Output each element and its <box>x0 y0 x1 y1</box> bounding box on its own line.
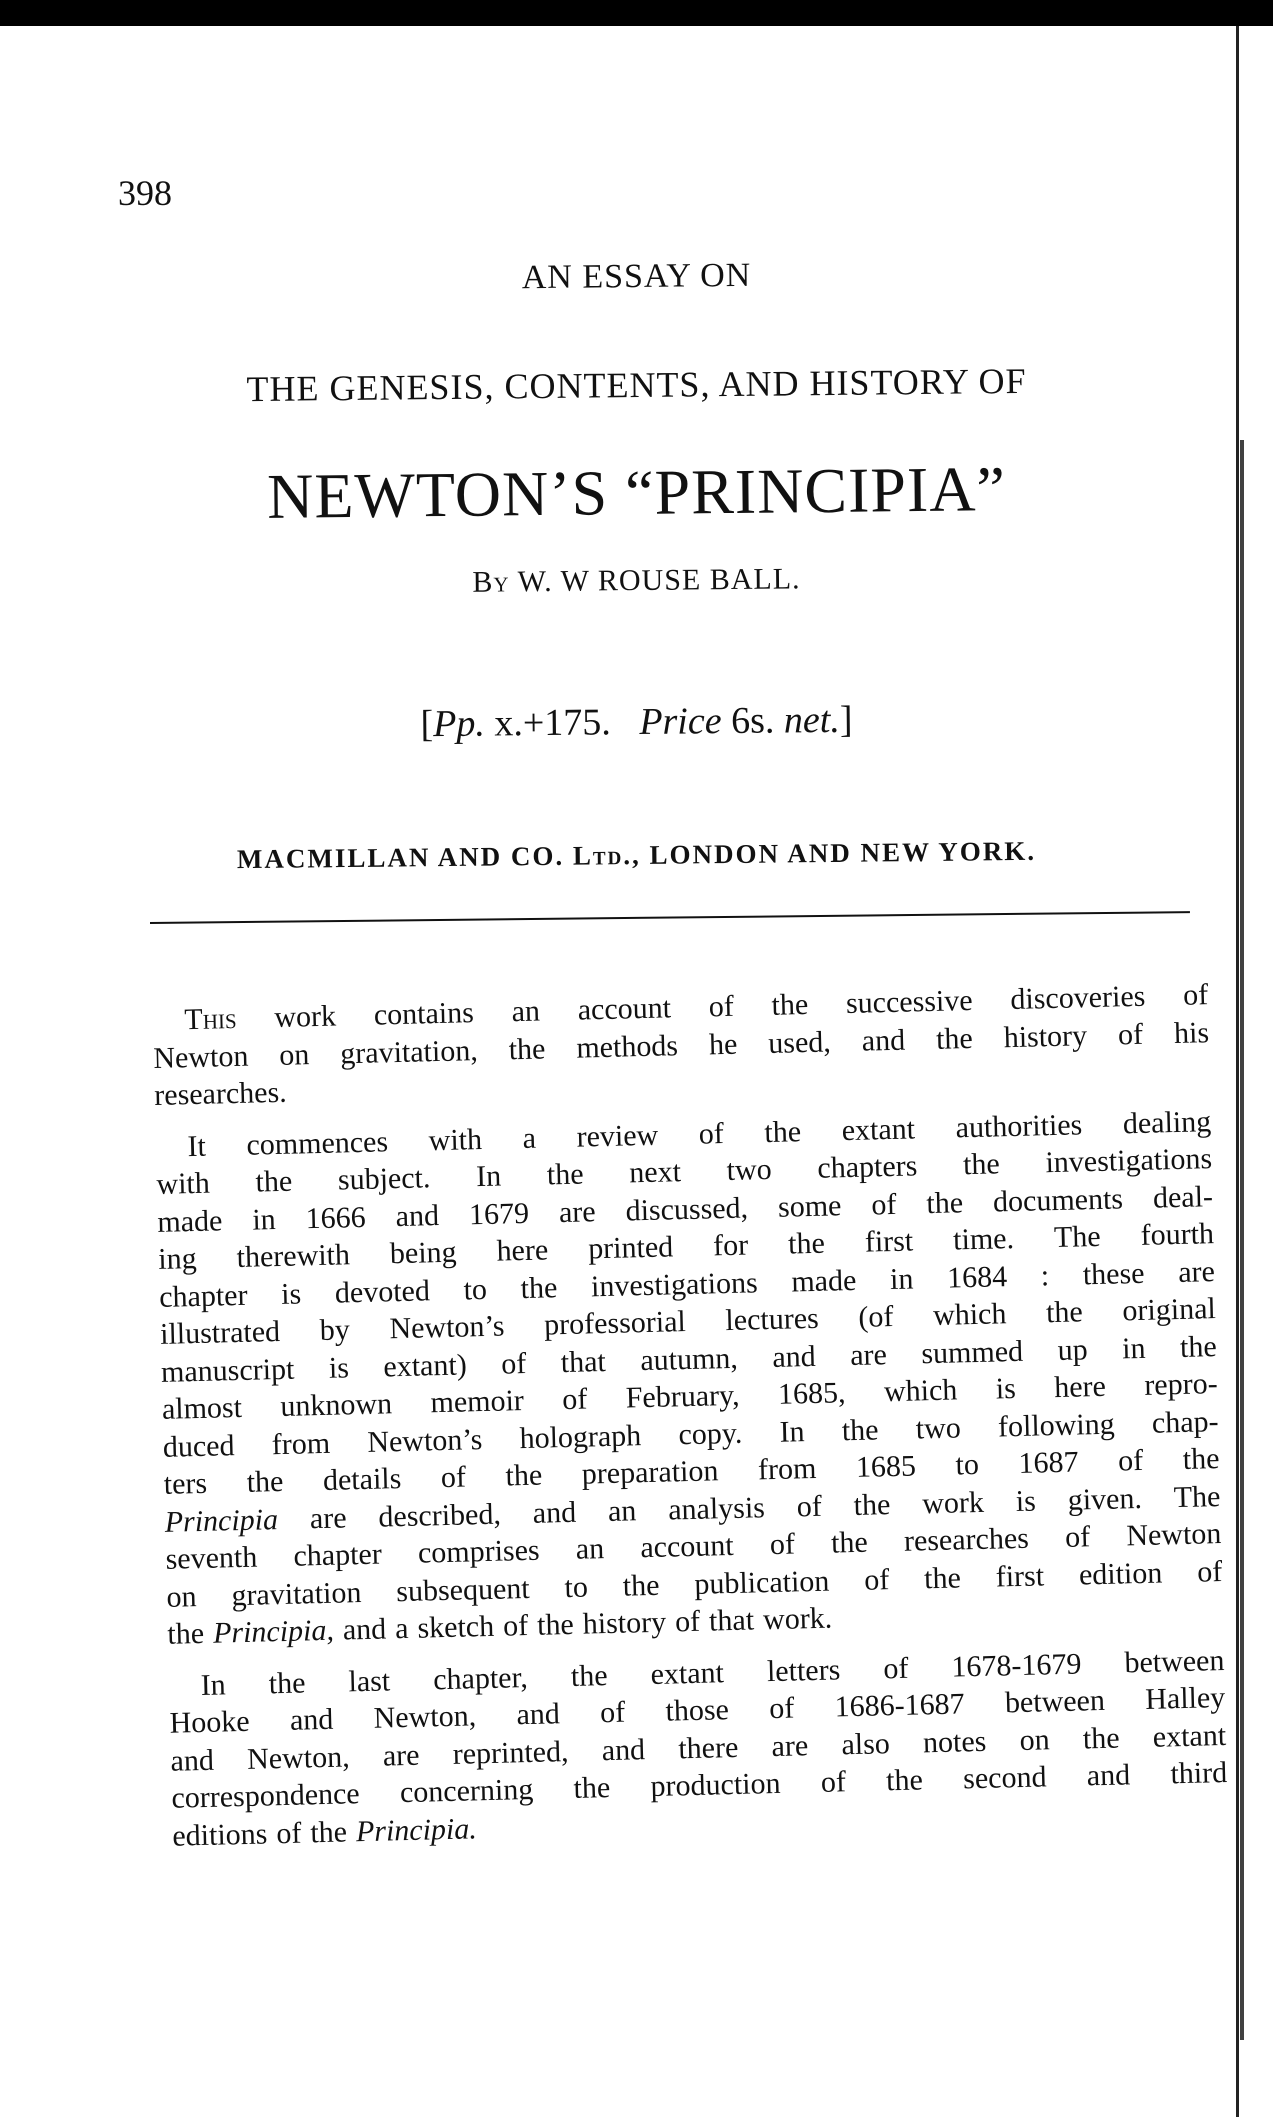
word: in <box>1121 1331 1146 1365</box>
word: preparation <box>581 1454 719 1491</box>
word: of <box>1182 978 1209 1012</box>
word: and <box>342 1612 387 1647</box>
word: are <box>771 1728 809 1763</box>
word: 1666 <box>305 1200 367 1235</box>
word: in <box>251 1202 277 1237</box>
word: production <box>650 1766 781 1804</box>
scan-top-border <box>0 0 1273 26</box>
word: in <box>889 1261 914 1296</box>
word: of <box>440 1460 467 1495</box>
word: the <box>508 1031 546 1066</box>
word: the <box>1179 1329 1218 1364</box>
word: repro- <box>1143 1367 1219 1402</box>
word: from <box>757 1451 817 1487</box>
word: February, <box>625 1378 740 1415</box>
word: an <box>575 1532 605 1566</box>
word: the <box>787 1226 826 1261</box>
word: The <box>1173 1479 1221 1514</box>
word: of <box>1117 1017 1144 1051</box>
word: 1686-1687 <box>834 1687 965 1724</box>
word: unknown <box>280 1387 393 1423</box>
word: ters <box>163 1466 208 1501</box>
word: and <box>601 1732 646 1767</box>
word: sketch <box>417 1609 495 1645</box>
publisher-ltd: Ltd. <box>572 840 633 871</box>
word: first <box>995 1558 1045 1594</box>
paragraph <box>152 976 1210 1114</box>
word: The <box>1053 1219 1102 1255</box>
word: of <box>1117 1443 1144 1478</box>
word: contains <box>373 996 475 1032</box>
word: the <box>923 1560 962 1595</box>
emphasis-word: Principia, <box>212 1613 335 1650</box>
price-net: net. <box>783 698 841 742</box>
word: the <box>622 1568 660 1603</box>
word: gravitation, <box>339 1033 479 1070</box>
word: comprises <box>417 1533 540 1570</box>
body-text <box>152 976 1229 1869</box>
word: the <box>255 1164 293 1199</box>
pp-label: Pp. <box>432 702 486 746</box>
word: work. <box>762 1601 833 1637</box>
word: extant <box>1152 1718 1227 1754</box>
word: Newton’s <box>389 1309 505 1346</box>
word: deal- <box>1152 1179 1214 1215</box>
word: which <box>883 1373 958 1409</box>
word: of <box>820 1765 847 1799</box>
word: and <box>1086 1758 1131 1793</box>
word: that <box>708 1603 755 1638</box>
word: investigations <box>590 1265 759 1303</box>
word: and <box>532 1495 577 1530</box>
word: history <box>582 1605 667 1641</box>
word: made <box>156 1203 223 1239</box>
word: between <box>1004 1683 1106 1720</box>
word: to <box>463 1272 488 1306</box>
word: from <box>271 1426 331 1461</box>
word: 1684 <box>946 1259 1008 1295</box>
word: In <box>200 1667 227 1702</box>
word: Newton <box>1125 1517 1222 1553</box>
word: almost <box>161 1390 243 1426</box>
word: are <box>849 1337 888 1372</box>
word: account <box>639 1528 735 1565</box>
author-prefix: By <box>472 565 510 599</box>
word: the <box>925 1185 964 1220</box>
word: Newton <box>152 1039 249 1075</box>
word: publication <box>693 1564 830 1601</box>
word: It <box>187 1129 207 1163</box>
publisher-line <box>0 833 1273 877</box>
word: on <box>166 1579 197 1614</box>
word: an <box>607 1493 637 1528</box>
word: with <box>156 1166 211 1201</box>
word: edition <box>1078 1555 1163 1592</box>
word: concerning <box>399 1772 534 1810</box>
word: : <box>1040 1258 1050 1292</box>
word: analysis <box>667 1490 766 1527</box>
word: the <box>771 987 809 1022</box>
word: the <box>962 1147 1001 1182</box>
publisher-name: MACMILLAN AND CO. <box>236 840 565 875</box>
word: dealing <box>1122 1104 1212 1140</box>
word: the <box>885 1763 924 1798</box>
word: subsequent <box>395 1571 531 1608</box>
title-main: NEWTON’S “PRINCIPIA” <box>266 453 1007 532</box>
word: the <box>309 1814 348 1849</box>
word: chapter <box>293 1537 383 1573</box>
word: the <box>520 1270 558 1305</box>
word: ing <box>157 1241 198 1276</box>
word: of <box>698 1116 725 1151</box>
word: autumn, <box>639 1341 739 1377</box>
word: of <box>769 1527 796 1562</box>
word: two <box>915 1410 962 1445</box>
word: details <box>322 1462 402 1497</box>
word: successive <box>845 983 974 1021</box>
book-details <box>0 693 1273 750</box>
word: two <box>726 1152 773 1188</box>
word: extant) <box>383 1347 468 1383</box>
word: and <box>771 1339 817 1374</box>
word: of <box>500 1346 527 1381</box>
word: notes <box>922 1724 987 1759</box>
word: researches <box>903 1521 1030 1558</box>
word: that <box>560 1344 607 1379</box>
word: described, <box>378 1497 502 1534</box>
bracket-close: ] <box>839 698 853 741</box>
word: In <box>779 1414 805 1449</box>
word: 1687 <box>1018 1445 1079 1480</box>
word: an <box>511 994 541 1029</box>
word: chap- <box>1151 1404 1219 1440</box>
word: discoveries <box>1009 979 1146 1017</box>
word: the <box>268 1665 306 1700</box>
emphasis-word: Principia <box>164 1502 279 1539</box>
word: lectures <box>725 1301 820 1338</box>
word: therewith <box>236 1238 351 1275</box>
word: chapters <box>817 1149 918 1185</box>
title-line-1: AN ESSAY ON <box>521 256 752 297</box>
word: gravitation <box>231 1575 362 1612</box>
word: and <box>395 1198 440 1233</box>
word: original <box>1122 1292 1217 1328</box>
word: the <box>764 1114 802 1149</box>
word: up <box>1057 1332 1088 1367</box>
word: of <box>502 1609 529 1643</box>
word: manuscript <box>160 1352 295 1389</box>
word: discussed, <box>625 1191 749 1227</box>
paragraph <box>155 1103 1224 1654</box>
word: work <box>921 1485 985 1520</box>
word: second <box>962 1760 1047 1796</box>
word: of <box>674 1604 701 1639</box>
word: reprinted, <box>452 1734 569 1771</box>
word: the <box>935 1021 974 1056</box>
word: 1685 <box>855 1449 917 1484</box>
word: the <box>570 1658 608 1693</box>
word: methods <box>575 1028 679 1065</box>
word: to <box>955 1447 980 1482</box>
word: time. <box>952 1222 1015 1257</box>
word: made <box>790 1263 857 1298</box>
word: are <box>382 1738 420 1773</box>
word: correspondence <box>171 1777 361 1815</box>
word: duced <box>162 1428 235 1464</box>
word: is <box>1015 1484 1037 1518</box>
word: these <box>1082 1256 1145 1291</box>
word: printed <box>587 1230 674 1266</box>
word: with <box>428 1122 483 1157</box>
word: and <box>861 1023 906 1058</box>
word: next <box>628 1155 682 1190</box>
emphasis-word: Principia. <box>355 1811 478 1848</box>
word: those <box>665 1693 730 1728</box>
word: the <box>246 1464 284 1499</box>
word: by <box>319 1313 351 1347</box>
word: of <box>561 1382 588 1417</box>
word: he <box>708 1027 738 1061</box>
word: to <box>564 1570 589 1604</box>
scan-right-shadow <box>1240 440 1244 2040</box>
word: memoir <box>430 1384 525 1420</box>
word: here <box>1053 1369 1107 1405</box>
author-name: W. W ROUSE BALL. <box>517 562 801 599</box>
word: the <box>830 1525 869 1560</box>
word: a <box>522 1121 537 1155</box>
word: which <box>932 1297 1007 1333</box>
word: following <box>997 1407 1116 1443</box>
word: a <box>394 1611 409 1646</box>
divider-rule <box>150 911 1190 924</box>
word: and <box>289 1702 334 1737</box>
word: extant <box>650 1655 725 1691</box>
bracket-open: [ <box>420 703 434 746</box>
word: In <box>475 1159 502 1194</box>
word: the <box>841 1412 879 1447</box>
word: there <box>677 1730 739 1765</box>
word: Halley <box>1144 1680 1226 1716</box>
word: on <box>1019 1722 1051 1757</box>
price-label: Price <box>639 700 722 743</box>
word: also <box>841 1726 891 1761</box>
word: the <box>505 1458 543 1493</box>
word: are <box>1177 1254 1216 1289</box>
word: of <box>882 1651 909 1685</box>
word: being <box>389 1235 457 1271</box>
word: Newton, <box>373 1699 477 1735</box>
word: and <box>170 1743 215 1778</box>
page-number: 398 <box>118 173 172 213</box>
word: some <box>777 1188 842 1224</box>
word: summed <box>920 1334 1024 1370</box>
emphasis-word: This <box>184 1001 238 1037</box>
word: are <box>309 1500 347 1535</box>
word: investigations <box>1045 1142 1213 1180</box>
word: between <box>1124 1643 1225 1679</box>
word: researches. <box>153 1075 288 1112</box>
word: commences <box>246 1124 389 1162</box>
word: is <box>995 1372 1017 1406</box>
word: holograph <box>519 1418 642 1455</box>
word: devoted <box>334 1273 431 1310</box>
word: (of <box>857 1299 894 1334</box>
word: of <box>863 1562 890 1597</box>
word: the <box>167 1616 205 1651</box>
word: seventh <box>165 1540 258 1576</box>
publisher-location: , LONDON AND NEW YORK. <box>631 835 1037 871</box>
word: the <box>853 1487 891 1522</box>
word: and <box>516 1697 561 1732</box>
word: account <box>577 991 672 1027</box>
word: first <box>864 1224 914 1259</box>
word: the <box>1082 1721 1120 1755</box>
word: of <box>768 1691 795 1726</box>
word: Newton, <box>246 1739 350 1776</box>
word: the <box>546 1157 584 1192</box>
word: of <box>708 989 735 1024</box>
word: Newton’s <box>366 1422 483 1459</box>
word: of <box>1064 1520 1091 1554</box>
word: is <box>328 1350 350 1385</box>
word: the <box>573 1771 611 1805</box>
word: chapter <box>158 1278 248 1314</box>
word: letters <box>766 1652 841 1688</box>
word: on <box>278 1037 310 1072</box>
word: last <box>348 1663 391 1698</box>
word: for <box>712 1228 749 1263</box>
scan-right-edge <box>1236 26 1239 2117</box>
word: the <box>536 1607 575 1642</box>
word: authorities <box>955 1107 1083 1144</box>
title-line-2: THE GENESIS, CONTENTS, AND HISTORY OF <box>246 360 1027 410</box>
page-count: x.+175. <box>494 701 612 745</box>
word: documents <box>992 1181 1124 1219</box>
word: of <box>870 1187 897 1221</box>
word: third <box>1170 1755 1228 1791</box>
word: is <box>280 1276 302 1311</box>
word: 1679 <box>468 1196 530 1231</box>
word: professorial <box>543 1305 687 1342</box>
word: subject. <box>337 1161 431 1197</box>
paragraph <box>168 1642 1228 1855</box>
word: illustrated <box>159 1314 281 1351</box>
word: Hooke <box>169 1704 250 1740</box>
word: here <box>496 1233 549 1268</box>
word: history <box>1003 1018 1088 1054</box>
word: of <box>599 1695 626 1730</box>
author-line <box>0 557 1273 604</box>
word: 1685, <box>777 1376 846 1411</box>
word: of <box>1196 1554 1223 1589</box>
word: of <box>796 1489 823 1523</box>
word: copy. <box>678 1416 743 1451</box>
word: review <box>576 1118 659 1154</box>
word: work <box>273 999 337 1035</box>
word: are <box>558 1194 596 1229</box>
word: the <box>1045 1295 1084 1330</box>
word: used, <box>767 1024 832 1060</box>
price: 6s. <box>730 699 775 743</box>
word: the <box>1182 1442 1220 1476</box>
word: 1678-1679 <box>951 1646 1082 1684</box>
word: chapter, <box>432 1660 529 1696</box>
word: editions <box>171 1816 268 1853</box>
word: extant <box>841 1111 916 1147</box>
word: fourth <box>1140 1217 1215 1252</box>
word: given. <box>1067 1481 1143 1517</box>
word: his <box>1173 1015 1210 1050</box>
word: of <box>275 1816 302 1850</box>
